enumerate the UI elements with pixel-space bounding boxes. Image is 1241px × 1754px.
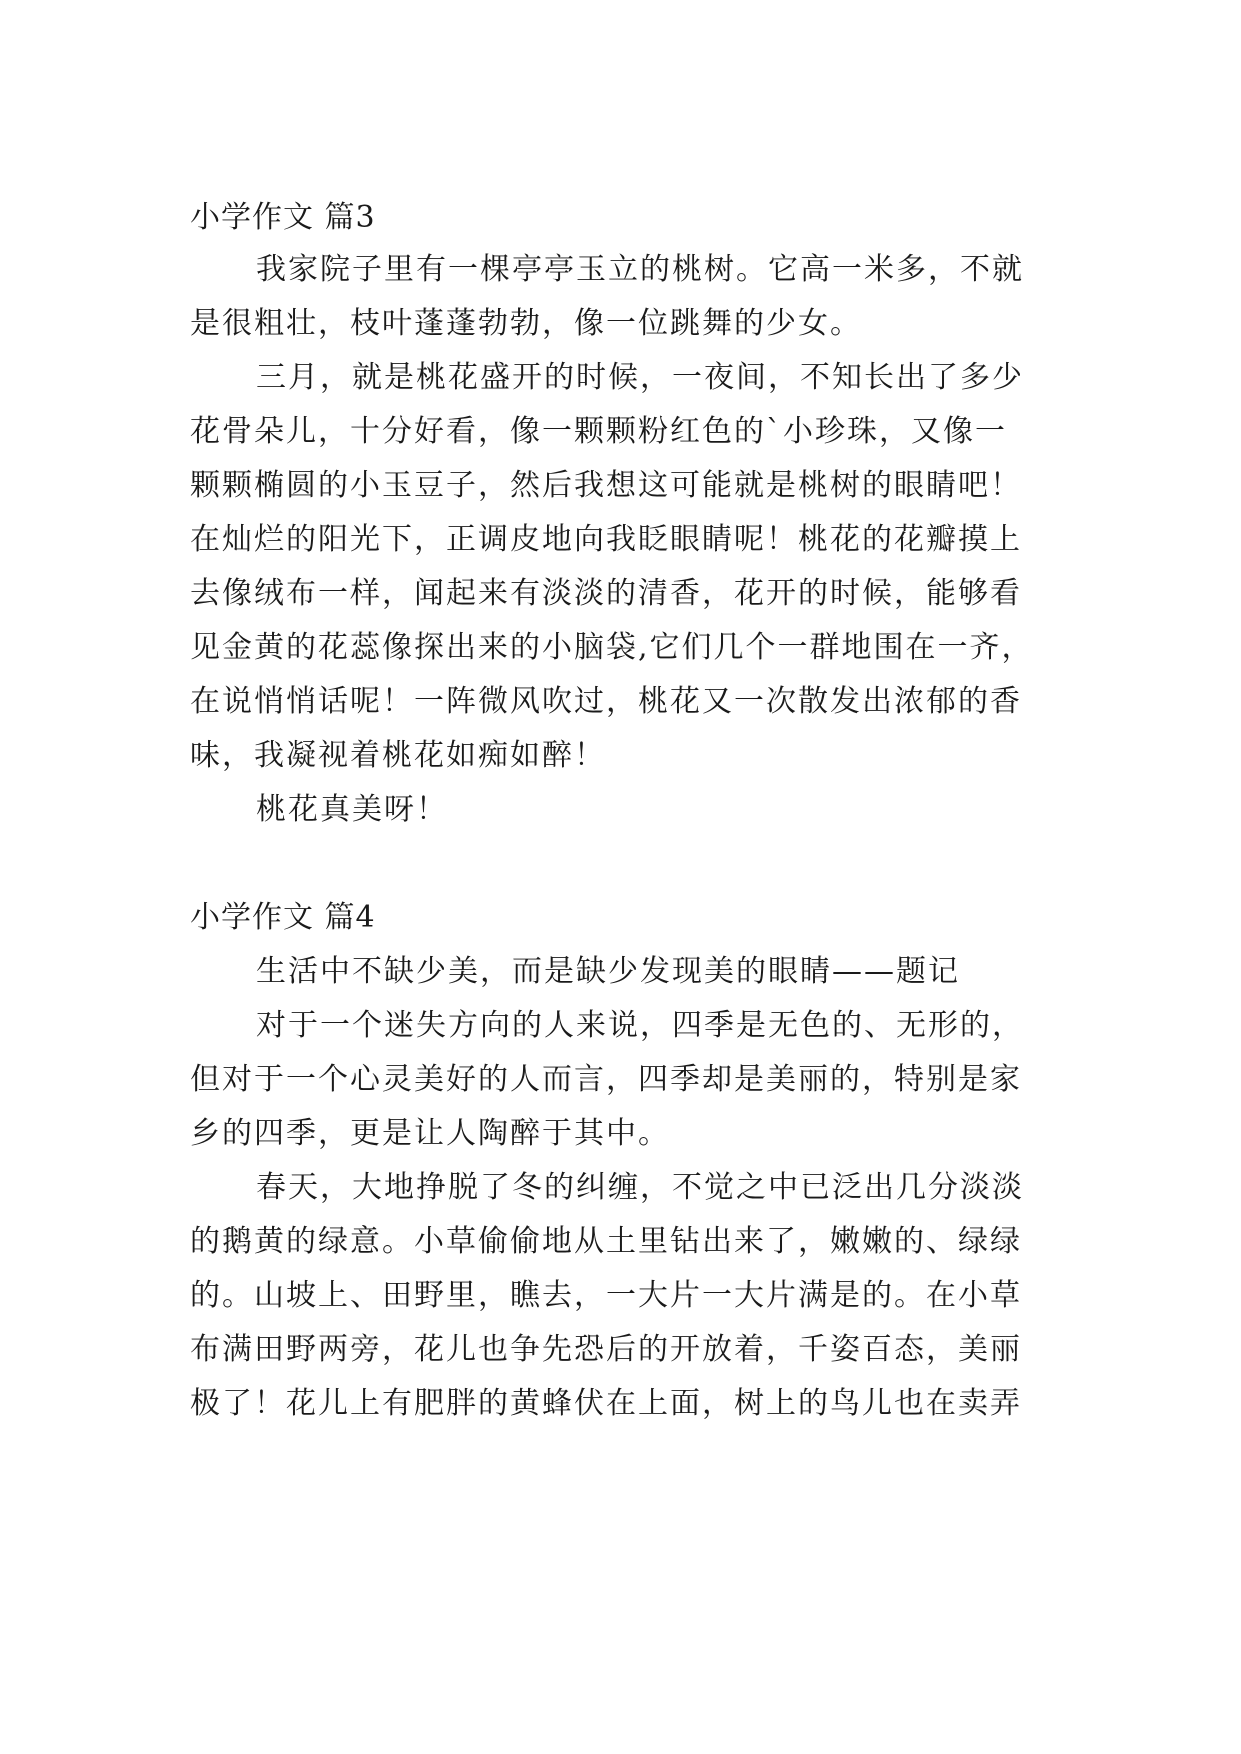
paragraph-line: 颗颗椭圆的小玉豆子，然后我想这可能就是桃树的眼睛吧！ [190, 468, 1022, 503]
paragraph-line: 对于一个迷失方向的人来说，四季是无色的、无形的， [256, 1008, 1024, 1043]
paragraph-line: 但对于一个心灵美好的人而言，四季却是美丽的，特别是家 [190, 1062, 1022, 1097]
paragraph-line: 乡的四季，更是让人陶醉于其中。 [190, 1116, 670, 1151]
section-heading: 小学作文 篇3 [190, 200, 376, 235]
paragraph-line: 三月，就是桃花盛开的时候，一夜间，不知长出了多少 [256, 360, 1024, 395]
paragraph-line: 在说悄悄话呢！一阵微风吹过，桃花又一次散发出浓郁的香 [190, 684, 1022, 719]
paragraph-line: 的鹅黄的绿意。小草偷偷地从土里钻出来了，嫩嫩的、绿绿 [190, 1224, 1022, 1259]
paragraph-line: 的。山坡上、田野里，瞧去，一大片一大片满是的。在小草 [190, 1278, 1022, 1313]
paragraph-line: 生活中不缺少美，而是缺少发现美的眼睛——题记 [256, 954, 960, 989]
paragraph-line: 去像绒布一样，闻起来有淡淡的清香，花开的时候，能够看 [190, 576, 1022, 611]
paragraph-line: 桃花真美呀！ [256, 792, 448, 827]
paragraph-line: 花骨朵儿，十分好看，像一颗颗粉红色的`小珍珠，又像一 [190, 414, 1007, 449]
paragraph-line: 见金黄的花蕊像探出来的小脑袋,它们几个一群地围在一齐， [190, 630, 1034, 665]
paragraph-line: 我家院子里有一棵亭亭玉立的桃树。它高一米多，不就 [256, 252, 1024, 287]
paragraph-line: 布满田野两旁，花儿也争先恐后的开放着，千姿百态，美丽 [190, 1332, 1022, 1367]
paragraph-line: 是很粗壮，枝叶蓬蓬勃勃，像一位跳舞的少女。 [190, 306, 862, 341]
paragraph-line: 味，我凝视着桃花如痴如醉！ [190, 738, 606, 773]
paragraph-line: 在灿烂的阳光下，正调皮地向我眨眼睛呢！桃花的花瓣摸上 [190, 522, 1022, 557]
paragraph-line: 春天，大地挣脱了冬的纠缠，不觉之中已泛出几分淡淡 [256, 1170, 1024, 1205]
paragraph-line: 极了！花儿上有肥胖的黄蜂伏在上面，树上的鸟儿也在卖弄 [190, 1386, 1022, 1421]
section-heading: 小学作文 篇4 [190, 900, 376, 935]
